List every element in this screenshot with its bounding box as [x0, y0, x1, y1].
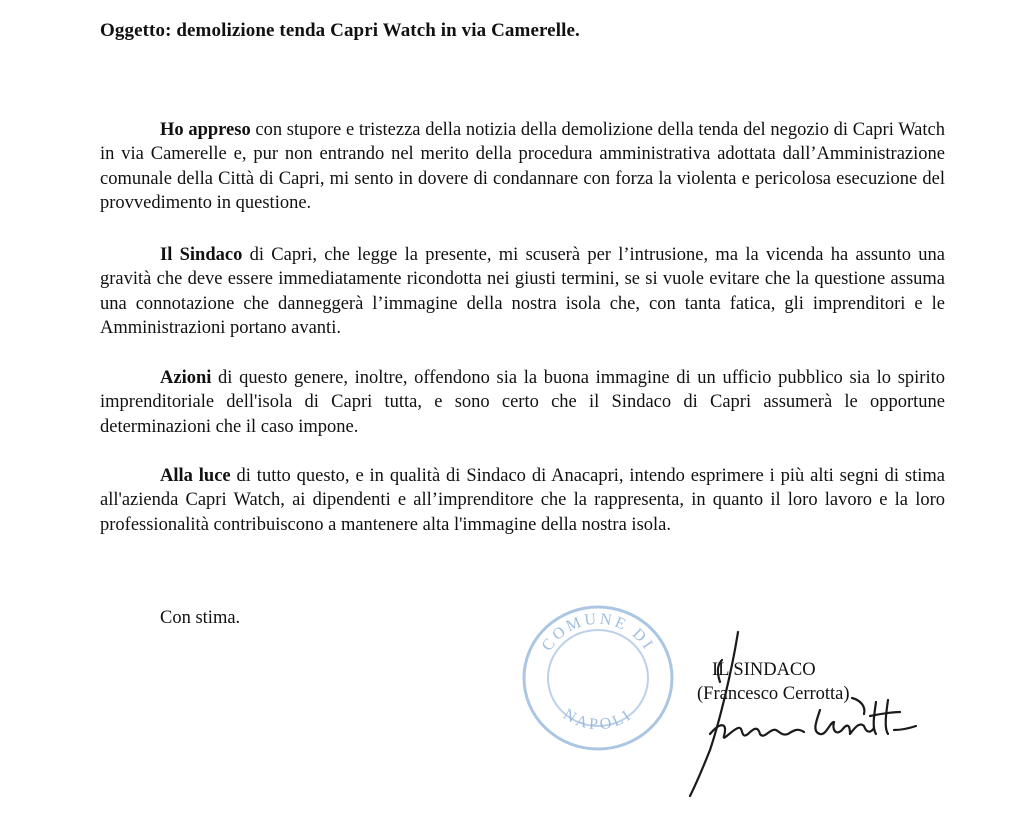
paragraph-1 [100, 118, 945, 215]
paragraph-4-text: di tutto questo, e in qualità di Sindaco di Anacapri, intendo esprimere i più alti segni di stima all'azienda Capri Watch, ai dipendenti e all’imprenditore che la rappresenta, in quanto il loro lavoro e la loro professionalità contribuiscono a mantenere alta l'immagine della nostra isola. [100, 466, 945, 535]
paragraph-1-lead: Ho appreso [160, 120, 251, 140]
paragraph-3-lead: Azioni [160, 368, 212, 388]
municipal-stamp [520, 602, 675, 752]
handwritten-signature [680, 630, 920, 800]
paragraph-2-text: di Capri, che legge la presente, mi scuserà per l’intrusione, ma la vicenda ha assunto una gravità che deve essere immediatamente ricondotta nei giusti termini, se si vuole evitare che la questione assuma una connotazione che danneggerà l’immagine della nostra isola che, con tanta fatica, gli imprenditori e le Amministrazioni portano avanti. [100, 245, 945, 338]
paragraph-4-lead: Alla luce [160, 466, 231, 486]
paragraph-1-text: con stupore e tristezza della notizia della demolizione della tenda del negozio di Capri Watch in via Camerelle e, pur non entrando nel merito della procedura amministrativa adottata dall’Amministrazione comunale della Città di Capri, mi sento in dovere di condannare con forza la violenta e pericolosa esecuzione del provvedimento in questione. [100, 120, 945, 213]
signature-name: (Francesco Cerrotta) [697, 684, 850, 704]
stamp-text-bottom: NAPOLI [560, 705, 636, 734]
paragraph-4 [100, 464, 945, 537]
signature-title: IL SINDACO [712, 660, 816, 680]
paragraph-2 [100, 243, 945, 340]
paragraph-2-lead: Il Sindaco [160, 245, 243, 265]
paragraph-3-text: di questo genere, inoltre, offendono sia la buona immagine di un ufficio pubblico sia lo spirito imprenditoriale dell'isola di Capri tutta, e sono certo che il Sindaco di Capri assumerà le opportune determinazioni che il caso impone. [100, 368, 945, 437]
stamp-text-top: COMUNE DI [538, 610, 658, 655]
paragraph-3 [100, 366, 945, 439]
closing-salutation: Con stima. [160, 608, 241, 628]
letter-subject: Oggetto: demolizione tenda Capri Watch in via Camerelle. [100, 20, 580, 41]
